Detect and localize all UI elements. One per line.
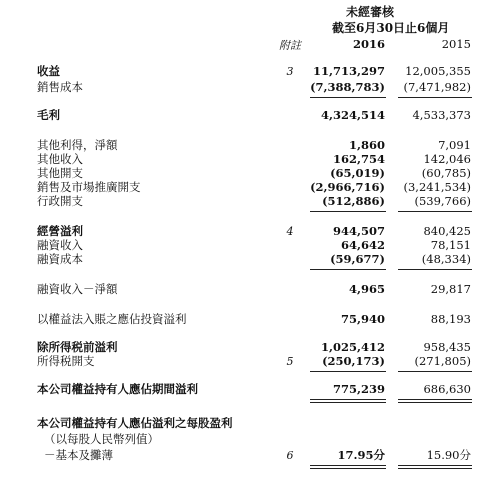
row-note: 6 (286, 449, 294, 462)
row-label: （以每股人民幣列值） (44, 432, 159, 446)
value-2015: 840,425 (423, 224, 471, 238)
underline-rule (398, 97, 472, 98)
value-2015: 958,435 (423, 340, 471, 354)
underline-rule (310, 371, 386, 372)
value-2015: (539,766) (414, 194, 471, 208)
period-header: 截至6月30日止6個月 (332, 21, 450, 35)
value-2015: (3,241,534) (403, 180, 471, 194)
underline-rule (398, 371, 472, 372)
underline-rule (310, 97, 386, 98)
value-2015: 686,630 (423, 382, 471, 396)
value-2016: 4,324,514 (320, 108, 385, 122)
row-label: 其他開支 (37, 166, 83, 180)
row-label: 融資收入 (37, 238, 83, 252)
value-2016: 64,642 (340, 238, 385, 252)
row-note: 3 (286, 65, 294, 78)
value-2016: (59,677) (330, 252, 385, 266)
value-2015: 142,046 (423, 152, 471, 166)
value-2016: 1,025,412 (320, 340, 385, 354)
row-note: 5 (286, 355, 294, 368)
value-2016: (65,019) (330, 166, 385, 180)
row-label: 其他收入 (37, 152, 83, 166)
row-label: 所得税開支 (37, 354, 95, 368)
underline-rule (398, 399, 472, 403)
value-2016: 162,754 (332, 152, 385, 166)
row-label: 行政開支 (37, 194, 83, 208)
value-2015: 7,091 (438, 138, 471, 152)
underline-rule (310, 465, 386, 469)
underline-rule (310, 211, 386, 212)
value-2015: (60,785) (421, 166, 471, 180)
value-2015: 4,533,373 (412, 108, 471, 122)
row-label: 以權益法入賬之應佔投資溢利 (37, 312, 187, 326)
row-label: 其他利得，淨額 (37, 138, 118, 152)
row-label: －基本及攤薄 (44, 448, 113, 462)
underline-rule (398, 211, 472, 212)
underline-rule (310, 399, 386, 403)
note-column-header: 附註 (279, 39, 301, 52)
row-label: 本公司權益持有人應佔期間溢利 (37, 382, 198, 396)
underline-rule (398, 269, 472, 270)
underline-rule (398, 465, 472, 469)
value-2015: 12,005,355 (405, 64, 471, 78)
row-label: 銷售成本 (37, 80, 83, 94)
row-label: 融資成本 (37, 252, 83, 266)
row-label: 融資收入－淨額 (37, 282, 118, 296)
value-2016: 17.95分 (337, 448, 385, 462)
value-2015: (7,471,982) (403, 80, 471, 94)
row-label: 經營溢利 (37, 224, 83, 238)
unaudited-header: 未經審核 (346, 5, 395, 19)
value-2015: 78,151 (430, 238, 471, 252)
value-2015: 88,193 (430, 312, 471, 326)
year-2016-header: 2016 (352, 37, 385, 51)
value-2015: 29,817 (430, 282, 471, 296)
value-2016: 11,713,297 (312, 64, 385, 78)
value-2016: 1,860 (348, 138, 385, 152)
underline-rule (310, 269, 386, 270)
row-label: 毛利 (37, 108, 60, 122)
row-label: 收益 (37, 64, 60, 78)
value-2016: (512,886) (322, 194, 385, 208)
value-2016: 4,965 (348, 282, 385, 296)
row-label: 本公司權益持有人應佔溢利之每股盈利 (37, 416, 233, 430)
value-2016: (250,173) (322, 354, 385, 368)
row-label: 除所得税前溢利 (37, 340, 118, 354)
value-2015: 15.90分 (426, 448, 471, 462)
year-2015-header: 2015 (441, 37, 471, 51)
row-note: 4 (286, 225, 294, 238)
value-2016: 75,940 (340, 312, 385, 326)
value-2015: (271,805) (414, 354, 471, 368)
row-label: 銷售及市場推廣開支 (37, 180, 141, 194)
value-2015: (48,334) (421, 252, 471, 266)
value-2016: (7,388,783) (310, 80, 385, 94)
value-2016: 944,507 (332, 224, 385, 238)
value-2016: 775,239 (332, 382, 385, 396)
value-2016: (2,966,716) (310, 180, 385, 194)
